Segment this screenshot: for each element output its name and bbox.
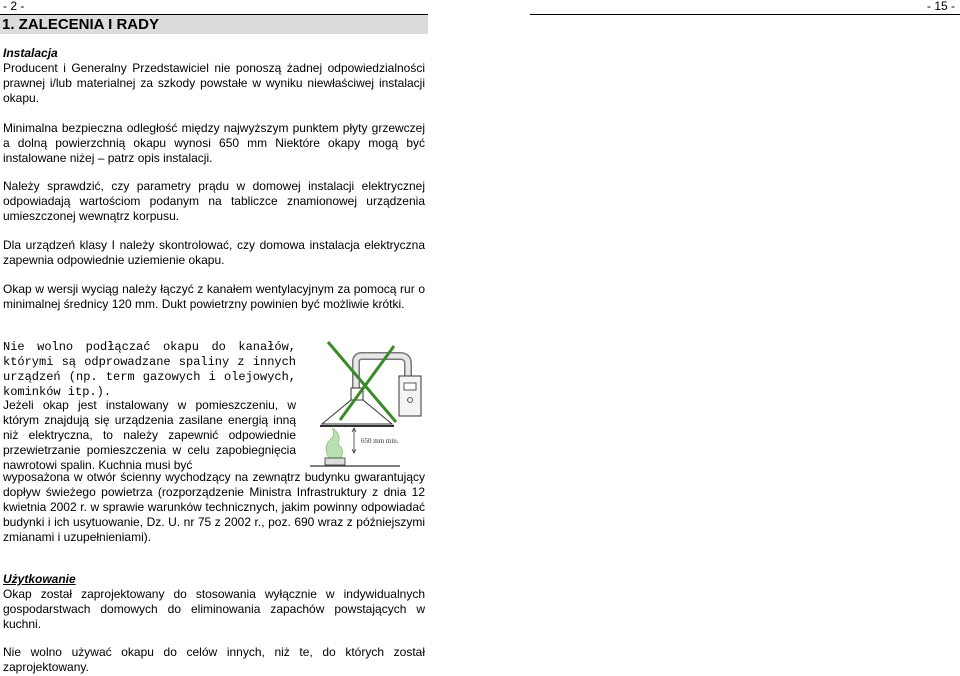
section-title-bar — [0, 15, 428, 34]
paragraph-duct: Okap w wersji wyciąg należy łączyć z kanałem wentylacyjnym za pomocą rur o minimalnej średnicy 120 mm. Dukt powietrzny powinien być możliwie krótki. — [3, 282, 425, 311]
paragraph-electric-check: Należy sprawdzić, czy parametry prądu w domowej instalacji elektrycznej odpowiadają wartościom podanym na tabliczce znamionowej urządzenia umieszczonej wewnątrz korpusu. — [3, 179, 425, 223]
paragraph-household-use: Okap został zaprojektowany do stosowania wyłącznie w indywidualnych gospodarstwach domowych do eliminowania zapachów powstających w kuchni. — [3, 587, 425, 631]
paragraph-ventilation-a: Jeżeli okap jest instalowany w pomieszczeniu, w którym znajdują się urządzenia zasilane energią inną niż elektryczna, to należy zapewnić odpowiednie przewietrzanie pomieszczenia w celu zapobiegnięcia nawrotowi spalin. Kuchnia musi być — [3, 398, 296, 472]
paragraph-grounding: Dla urządzeń klasy I należy skontrolować, czy domowa instalacja elektryczna zapewnia odpowiednie uziemienie okapu. — [3, 238, 425, 267]
heading-instalacja: Instalacja — [3, 46, 58, 60]
page-number-left: - 2 - — [3, 0, 25, 13]
boiler-unit — [399, 376, 421, 416]
header-rule-right — [530, 14, 960, 15]
paragraph-ventilation-b: wyposażona w otwór ścienny wychodzący na zewnątrz budynku gwarantujący dopływ świeżego powietrza (rozporządzenie Ministra Infrastruktury z dnia 12 kwietnia 2002 r. w sprawie warunków technicznych, jakim powinny odpowiadać budynki i ich usytuowanie, Dz. U. nr 75 z 2002 r., poz. 690 wraz z późniejszymi zmianami i uzupełnieniami). — [3, 470, 425, 544]
heading-uzytkowanie: Użytkowanie — [3, 572, 76, 586]
page-number-right: - 15 - — [926, 0, 955, 13]
paragraph-min-distance: Minimalna bezpieczna odległość między najwyższym punktem płyty grzewczej a dolną powierzchnią okapu wynosi 650 mm Niektóre okapy mogą być instalowane niżej – patrz opis instalacji. — [3, 121, 425, 165]
hood-no-flue-illustration — [300, 340, 450, 475]
section-title: 1. ZALECENIA I RADY — [2, 16, 159, 33]
dimension-label: 650 mm min. — [361, 437, 399, 445]
steam-plume — [326, 428, 343, 460]
paragraph-liability: Producent i Generalny Przedstawiciel nie ponoszą żadnej odpowiedzialności prawnej i/lub materialnej za szkody powstałe w wyniku niewłaściwej instalacji okapu. — [3, 61, 425, 105]
paragraph-no-flue: Nie wolno podłączać okapu do kanałów, którymi są odprowadzane spaliny z innych urządzeń (np. term gazowych i olejowych, kominków itp.). — [3, 340, 296, 399]
cooking-pot — [325, 458, 345, 465]
boiler-display — [404, 383, 416, 390]
paragraph-intended-use: Nie wolno używać okapu do celów innych, niż te, do których został zaprojektowany. — [3, 645, 425, 674]
